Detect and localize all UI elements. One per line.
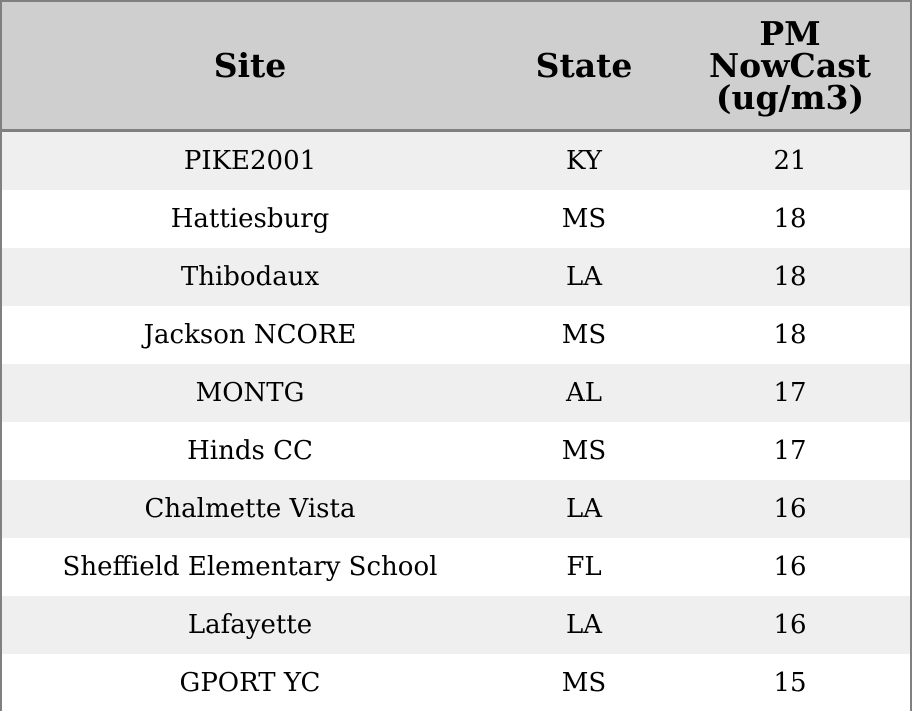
cell-pm: 18 <box>670 190 910 248</box>
cell-site: MONTG <box>2 364 498 422</box>
header-state <box>498 2 670 131</box>
cell-state: MS <box>498 422 670 480</box>
header-pm-line-3: (ug/m3) <box>715 77 865 117</box>
cell-site: GPORT YC <box>2 654 498 711</box>
cell-pm: 18 <box>670 306 910 364</box>
table-header <box>2 2 910 131</box>
cell-pm: 21 <box>670 131 910 191</box>
cell-pm: 18 <box>670 248 910 306</box>
data-table <box>2 2 910 711</box>
cell-site: Lafayette <box>2 596 498 654</box>
cell-state: MS <box>498 190 670 248</box>
cell-state: AL <box>498 364 670 422</box>
header-site <box>2 2 498 131</box>
cell-state: KY <box>498 131 670 191</box>
header-state-line-1: State <box>535 45 633 85</box>
header-site-line-1: Site <box>213 45 287 85</box>
cell-pm: 16 <box>670 596 910 654</box>
header-pm-line-2: NowCast <box>708 45 872 85</box>
cell-site: PIKE2001 <box>2 131 498 191</box>
cell-site: Hattiesburg <box>2 190 498 248</box>
cell-state: LA <box>498 480 670 538</box>
table-row <box>2 248 910 306</box>
cell-pm: 16 <box>670 538 910 596</box>
cell-site: Sheffield Elementary School <box>2 538 498 596</box>
header-pm-line-1: PM <box>759 13 821 53</box>
table-row <box>2 306 910 364</box>
cell-site: Chalmette Vista <box>2 480 498 538</box>
table-row <box>2 654 910 711</box>
table-body <box>2 131 910 711</box>
table-row <box>2 480 910 538</box>
table-row <box>2 596 910 654</box>
cell-state: LA <box>498 596 670 654</box>
header-row <box>2 2 910 131</box>
cell-site: Jackson NCORE <box>2 306 498 364</box>
table-row <box>2 131 910 191</box>
cell-pm: 15 <box>670 654 910 711</box>
header-pm-nowcast <box>670 2 910 131</box>
cell-state: LA <box>498 248 670 306</box>
cell-site: Thibodaux <box>2 248 498 306</box>
table-row <box>2 538 910 596</box>
table-row <box>2 364 910 422</box>
cell-state: MS <box>498 654 670 711</box>
cell-state: MS <box>498 306 670 364</box>
table-row <box>2 422 910 480</box>
table-row <box>2 190 910 248</box>
cell-site: Hinds CC <box>2 422 498 480</box>
cell-pm: 16 <box>670 480 910 538</box>
cell-pm: 17 <box>670 422 910 480</box>
cell-pm: 17 <box>670 364 910 422</box>
cell-state: FL <box>498 538 670 596</box>
